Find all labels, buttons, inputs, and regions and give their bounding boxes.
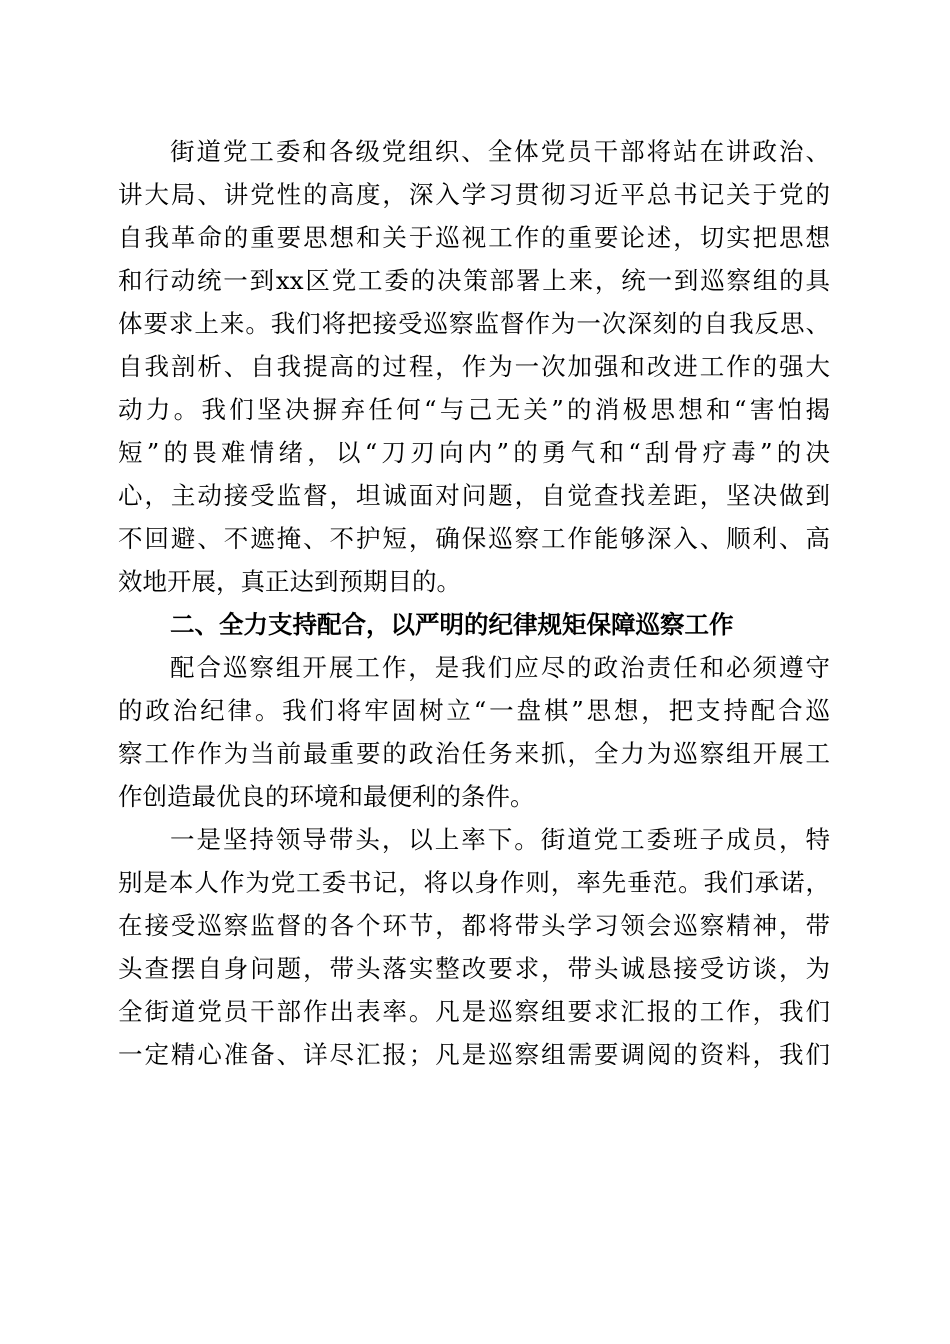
paragraph-line: 自我革命的重要思想和关于巡视工作的重要论述，切实把思想	[118, 223, 830, 252]
paragraph-line: 体要求上来。我们将把接受巡察监督作为一次深刻的自我反思、	[118, 309, 830, 338]
section-heading-text: 二、全力支持配合，以严明的纪律规矩保障巡察工作	[170, 610, 734, 639]
paragraph-line: 头查摆自身问题，带头落实整改要求，带头诚恳接受访谈，为	[118, 954, 830, 983]
paragraph-line: 全街道党员干部作出表率。凡是巡察组要求汇报的工作，我们	[118, 997, 830, 1026]
paragraph-line: 一是坚持领导带头，以上率下。街道党工委班子成员，特	[170, 825, 830, 854]
paragraph-line: 街道党工委和各级党组织、全体党员干部将站在讲政治、	[170, 137, 830, 166]
paragraph-line: 作创造最优良的环境和最便利的条件。	[118, 782, 535, 811]
paragraph-line: 心，主动接受监督，坦诚面对问题，自觉查找差距，坚决做到	[118, 481, 830, 510]
paragraph-line: 动力。我们坚决摒弃任何“与己无关”的消极思想和“害怕揭	[118, 395, 830, 424]
paragraph-3	[118, 818, 830, 1076]
paragraph-line: 一定精心准备、详尽汇报；凡是巡察组需要调阅的资料，我们	[118, 1040, 830, 1069]
paragraph-line: 的政治纪律。我们将牢固树立“一盘棋”思想，把支持配合巡	[118, 696, 830, 725]
paragraph-2	[118, 646, 830, 818]
paragraph-line: 短”的畏难情绪，以“刀刃向内”的勇气和“刮骨疗毒”的决	[118, 438, 830, 467]
paragraph-line: 在接受巡察监督的各个环节，都将带头学习领会巡察精神，带	[118, 911, 830, 940]
paragraph-line: 不回避、不遮掩、不护短，确保巡察工作能够深入、顺利、高	[118, 524, 830, 553]
paragraph-1	[118, 130, 830, 603]
paragraph-line: 别是本人作为党工委书记，将以身作则，率先垂范。我们承诺，	[118, 868, 830, 897]
paragraph-line: 配合巡察组开展工作，是我们应尽的政治责任和必须遵守	[170, 653, 830, 682]
paragraph-line: 自我剖析、自我提高的过程，作为一次加强和改进工作的强大	[118, 352, 830, 381]
paragraph-line: 察工作作为当前最重要的政治任务来抓，全力为巡察组开展工	[118, 739, 830, 768]
document-body	[118, 130, 830, 1076]
paragraph-line: 效地开展，真正达到预期目的。	[118, 567, 461, 596]
paragraph-line: 和行动统一到xx区党工委的决策部署上来，统一到巡察组的具	[118, 266, 830, 295]
paragraph-line: 讲大局、讲党性的高度，深入学习贯彻习近平总书记关于党的	[118, 180, 830, 209]
section-heading	[118, 603, 830, 646]
